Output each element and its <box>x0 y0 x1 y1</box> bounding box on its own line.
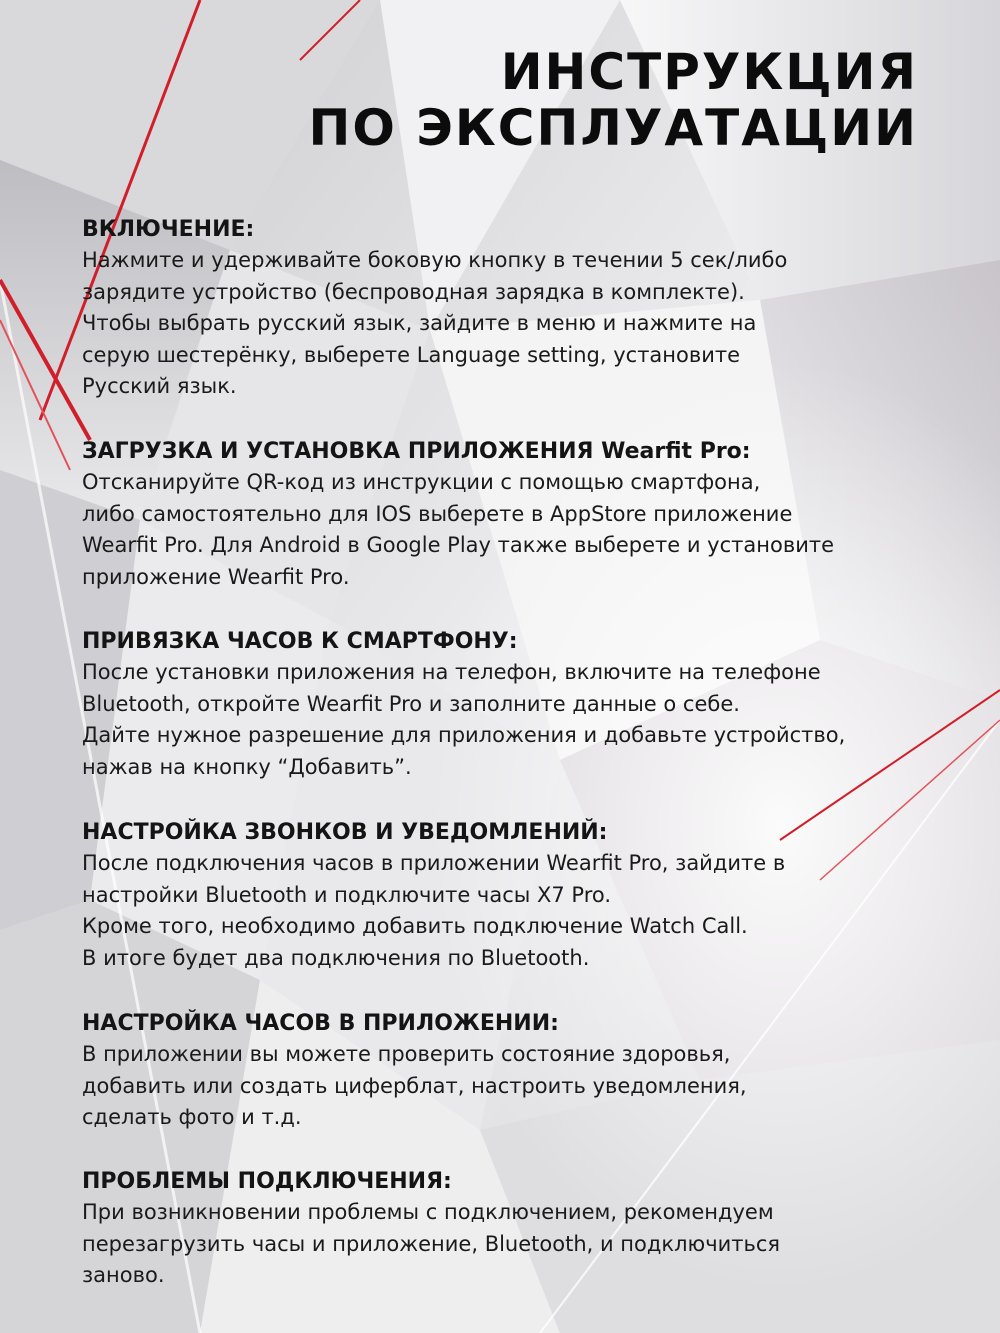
paragraph-line: Чтобы выбрать русский язык, зайдите в меню и нажмите на <box>82 311 757 336</box>
title-line-2: ПО ЭКСПЛУАТАЦИИ <box>308 99 918 157</box>
section-heading: ПРИВЯЗКА ЧАСОВ К СМАРТФОНУ: <box>82 629 518 654</box>
paragraph-line: приложение Wearfit Pro. <box>82 564 350 589</box>
paragraph-line: добавить или создать циферблат, настроить уведомления, <box>82 1073 747 1098</box>
section-connection-problems <box>82 1166 962 1292</box>
section-calls-notifications <box>82 817 962 974</box>
paragraph-line: Wearfit Pro. Для Android в Google Play также выберете и установите <box>82 533 835 558</box>
paragraph-line: зарядите устройство (беспроводная зарядка в комплекте). <box>82 279 745 304</box>
section-heading: ПРОБЛЕМЫ ПОДКЛЮЧЕНИЯ: <box>82 1169 452 1194</box>
section-pairing <box>82 626 962 783</box>
section-heading: ЗАГРУЗКА И УСТАНОВКА ПРИЛОЖЕНИЯ Wearfit Pro: <box>82 439 751 464</box>
paragraph-line: Bluetooth, откройте Wearfit Pro и заполните данные о себе. <box>82 691 740 716</box>
section-app-install <box>82 436 962 593</box>
page-title <box>308 44 918 156</box>
paragraph-line: заново. <box>82 1263 165 1288</box>
paragraph-line: Отсканируйте QR-код из инструкции с помощью смартфона, <box>82 470 761 494</box>
paragraph-line: Дайте нужное разрешение для приложения и добавьте устройство, <box>82 723 846 748</box>
paragraph-line: После подключения часов в приложении Wearfit Pro, зайдите в <box>82 851 786 875</box>
paragraph-line: перезагрузить часы и приложение, Bluetooth, и подключиться <box>82 1231 781 1256</box>
section-power-on <box>82 214 962 403</box>
paragraph-line: настройки Bluetooth и подключите часы X7 Pro. <box>82 882 612 907</box>
paragraph-line: нажав на кнопку “Добавить”. <box>82 754 412 779</box>
paragraph-line: В итоге будет два подключения по Bluetooth. <box>82 945 590 970</box>
paragraph-line: При возникновении проблемы с подключением, рекомендуем <box>82 1200 774 1224</box>
section-heading: НАСТРОЙКА ЗВОНКОВ И УВЕДОМЛЕНИЙ: <box>82 820 608 845</box>
section-watch-settings <box>82 1008 962 1134</box>
title-line-1: ИНСТРУКЦИЯ <box>500 43 918 101</box>
paragraph-line: В приложении вы можете проверить состояние здоровья, <box>82 1042 731 1066</box>
paragraph-line: сделать фото и т.д. <box>82 1105 302 1130</box>
paragraph-line: либо самостоятельно для IOS выберете в AppStore приложение <box>82 501 793 526</box>
paragraph-line: Нажмите и удерживайте боковую кнопку в течении 5 сек/либо <box>82 248 788 272</box>
paragraph-line: Русский язык. <box>82 374 237 399</box>
paragraph-line: серую шестерёнку, выберете Language setting, установите <box>82 342 741 367</box>
section-heading: НАСТРОЙКА ЧАСОВ В ПРИЛОЖЕНИИ: <box>82 1011 559 1036</box>
paragraph-line: После установки приложения на телефон, включите на телефоне <box>82 660 821 684</box>
section-heading: ВКЛЮЧЕНИЕ: <box>82 217 255 242</box>
paragraph-line: Кроме того, необходимо добавить подключение Watch Call. <box>82 914 748 939</box>
